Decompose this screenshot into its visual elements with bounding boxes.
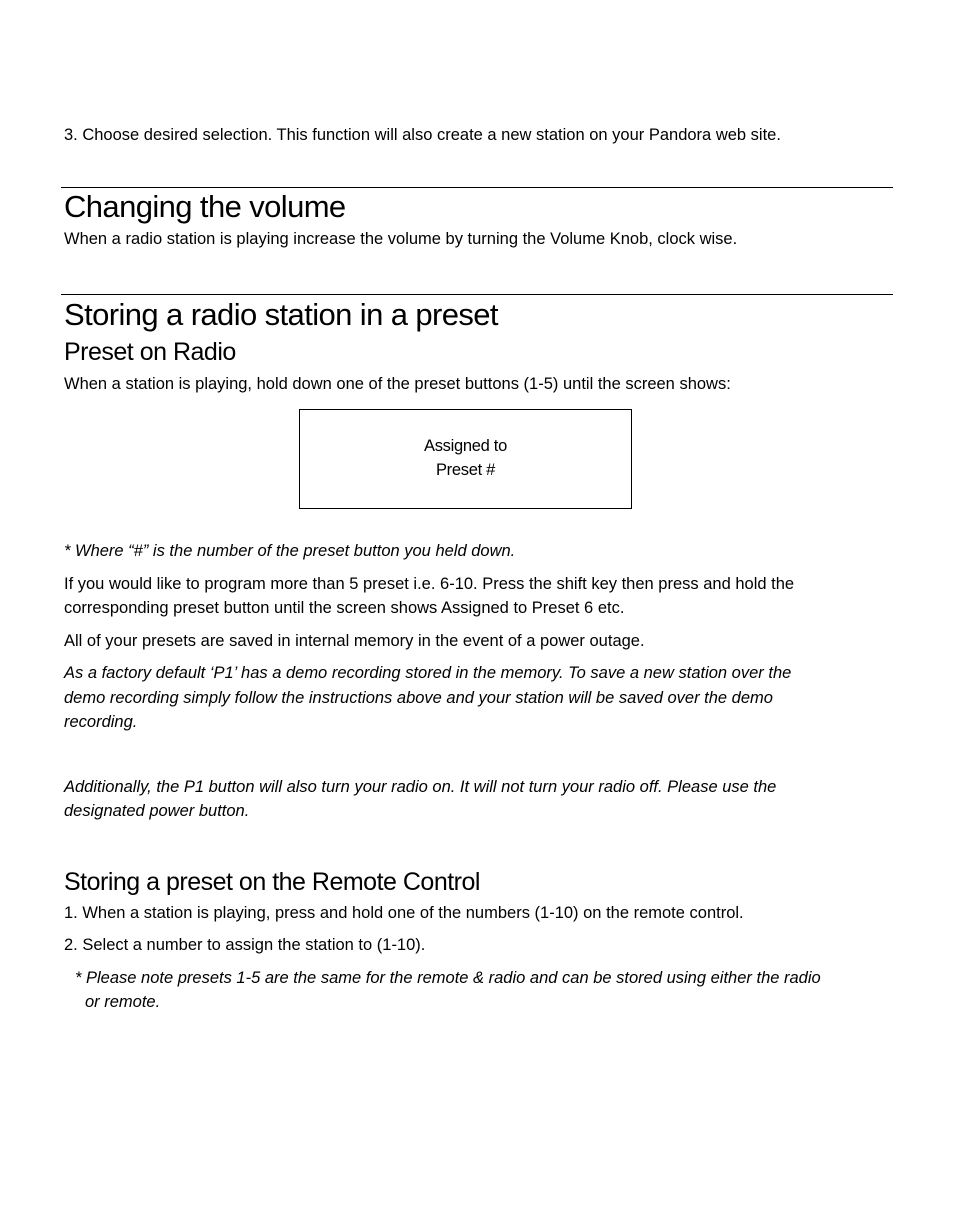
- screen-line-preset: Preset #: [435, 461, 496, 479]
- heading-changing-volume: Changing the volume: [64, 189, 346, 224]
- factory-default-line-3: recording.: [64, 713, 138, 731]
- preset-footnote: * Where “#” is the number of the preset button you held down.: [64, 542, 516, 560]
- remote-note-line-2: or remote.: [85, 993, 161, 1011]
- section-divider-volume: [61, 187, 893, 188]
- p1-button-line-1: Additionally, the P1 button will also turn your radio on. It will not turn your radio off. Please use the: [64, 778, 777, 796]
- subheading-preset-on-radio: Preset on Radio: [64, 338, 236, 366]
- radio-screen-display: [299, 409, 632, 509]
- section-divider-preset: [61, 294, 893, 295]
- p1-button-line-2: designated power button.: [64, 802, 250, 820]
- heading-storing-preset: Storing a radio station in a preset: [64, 297, 498, 332]
- shift-key-text-line-2: corresponding preset button until the screen shows Assigned to Preset 6 etc.: [64, 599, 625, 617]
- remote-step-1: 1. When a station is playing, press and hold one of the numbers (1-10) on the remote control.: [64, 904, 744, 922]
- memory-text: All of your presets are saved in internal memory in the event of a power outage.: [64, 632, 645, 650]
- step-3-text: 3. Choose desired selection. This function will also create a new station on your Pandora web site.: [64, 126, 781, 144]
- factory-default-line-1: As a factory default ‘P1’ has a demo recording stored in the memory. To save a new station over the: [64, 664, 792, 682]
- shift-key-text-line-1: If you would like to program more than 5 preset i.e. 6-10. Press the shift key then press and hold the: [64, 575, 795, 593]
- remote-step-2: 2. Select a number to assign the station to (1-10).: [64, 936, 426, 954]
- volume-text: When a radio station is playing increase the volume by turning the Volume Knob, clock wise.: [64, 230, 738, 248]
- subheading-remote-control: Storing a preset on the Remote Control: [64, 868, 480, 896]
- preset-instruction-text: When a station is playing, hold down one of the preset buttons (1-5) until the screen shows:: [64, 375, 731, 393]
- factory-default-line-2: demo recording simply follow the instructions above and your station will be saved over the demo: [64, 689, 773, 707]
- screen-line-assigned: Assigned to: [424, 437, 507, 455]
- remote-note-line-1: * Please note presets 1-5 are the same for the remote & radio and can be stored using either the radio: [75, 969, 821, 987]
